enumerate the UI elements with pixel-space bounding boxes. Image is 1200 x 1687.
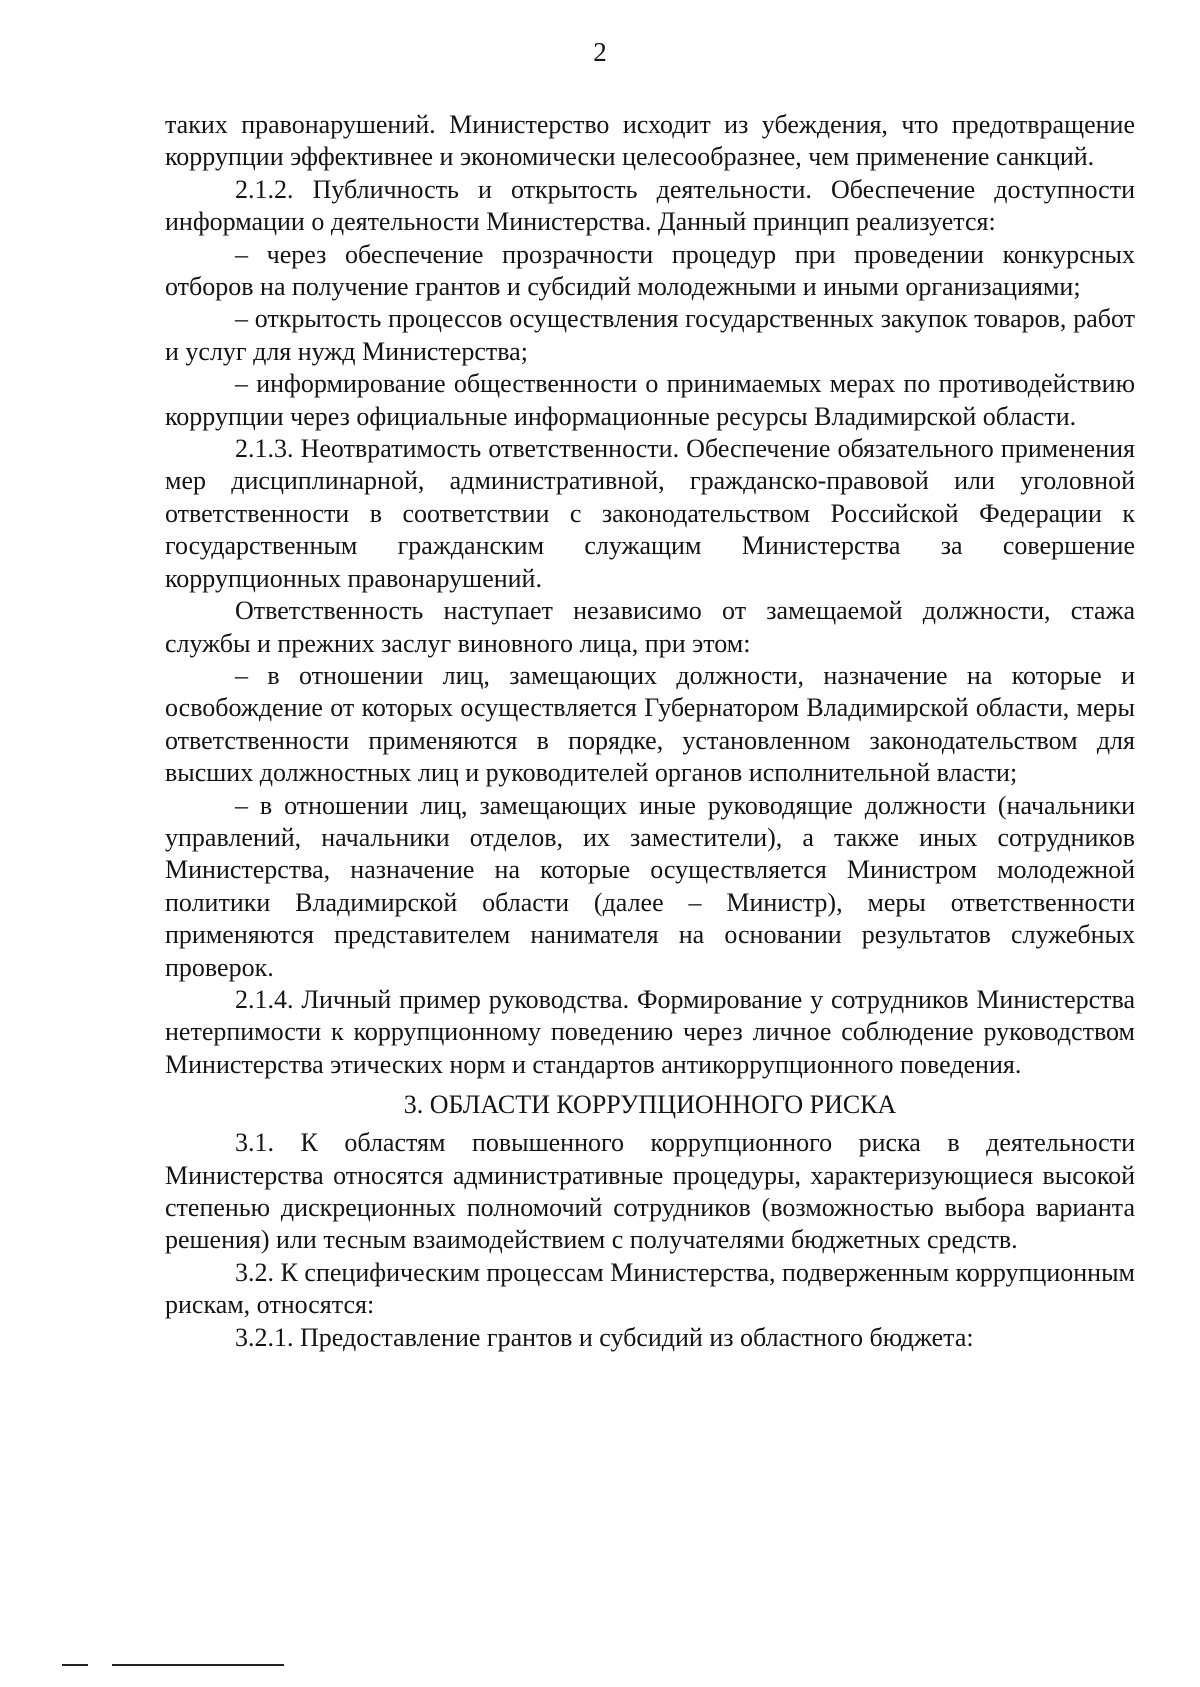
paragraph: 2.1.2. Публичность и открытость деятельности. Обеспечение доступности информации о деятельности Министерства. Данный принцип реализуется: [165, 174, 1135, 237]
footer-rule-short [62, 1664, 88, 1666]
paragraph: 3.2.1. Предоставление грантов и субсидий из областного бюджета: [235, 1322, 974, 1352]
document-body [165, 109, 1135, 1354]
paragraph: – в отношении лиц, замещающих должности, назначение на которые и освобождение от которых осуществляется Губернатором Владимирской области, меры ответственности применяются в порядке, установленном законодательством для высших должностных лиц и руководителей органов исполнительной власти; [165, 660, 1135, 788]
section-heading: 3. ОБЛАСТИ КОРРУПЦИОННОГО РИСКА [403, 1090, 897, 1120]
paragraph: 3.1. К областям повышенного коррупционного риска в деятельности Министерства относятся административные процедуры, характеризующиеся высокой степенью дискреционных полномочий сотрудников (возможностью выбора варианта решения) или тесным взаимодействием с получателями бюджетных средств. [165, 1128, 1135, 1255]
paragraphs-before [165, 109, 1135, 1081]
footer-rule-long [112, 1664, 284, 1666]
paragraph: – в отношении лиц, замещающих иные руководящие должности (начальники управлений, начальники отделов, их заместители), а также иных сотрудников Министерства, назначение на которые осуществляется Министром молодежной политики Владимирской области (далее – Министр), меры ответственности применяются представителем нанимателя на основании результатов служебных проверок. [165, 790, 1135, 982]
paragraph: 2.1.3. Неотвратимость ответственности. Обеспечение обязательного применения мер дисциплинарной, административной, гражданско-правовой или уголовной ответственности в соответствии с законодательством Российской Федерации к государственным гражданским служащим Министерства за совершение коррупционных правонарушений. [165, 434, 1135, 593]
paragraph: – информирование общественности о принимаемых мерах по противодействию коррупции через официальные информационные ресурсы Владимирской области. [165, 369, 1135, 431]
paragraph: – открытость процессов осуществления государственных закупок товаров, работ и услуг для нужд Министерства; [165, 304, 1135, 366]
paragraphs-after [165, 1127, 1135, 1354]
paragraph: 3.2. К специфическим процессам Министерства, подверженным коррупционным рискам, относятся: [165, 1257, 1135, 1320]
paragraph: Ответственность наступает независимо от замещаемой должности, стажа службы и прежних заслуг виновного лица, при этом: [165, 596, 1135, 658]
paragraph: – через обеспечение прозрачности процедур при проведении конкурсных отборов на получение грантов и субсидий молодежными и иными организациями; [165, 239, 1135, 302]
page-number: 2 [593, 37, 607, 67]
paragraph: таких правонарушений. Министерство исходит из убеждения, что предотвращение коррупции эффективнее и экономически целесообразнее, чем применение санкций. [165, 110, 1135, 172]
paragraph: 2.1.4. Личный пример руководства. Формирование у сотрудников Министерства нетерпимости к коррупционному поведению через личное соблюдение руководством Министерства этических норм и стандартов антикоррупционного поведения. [165, 984, 1135, 1079]
